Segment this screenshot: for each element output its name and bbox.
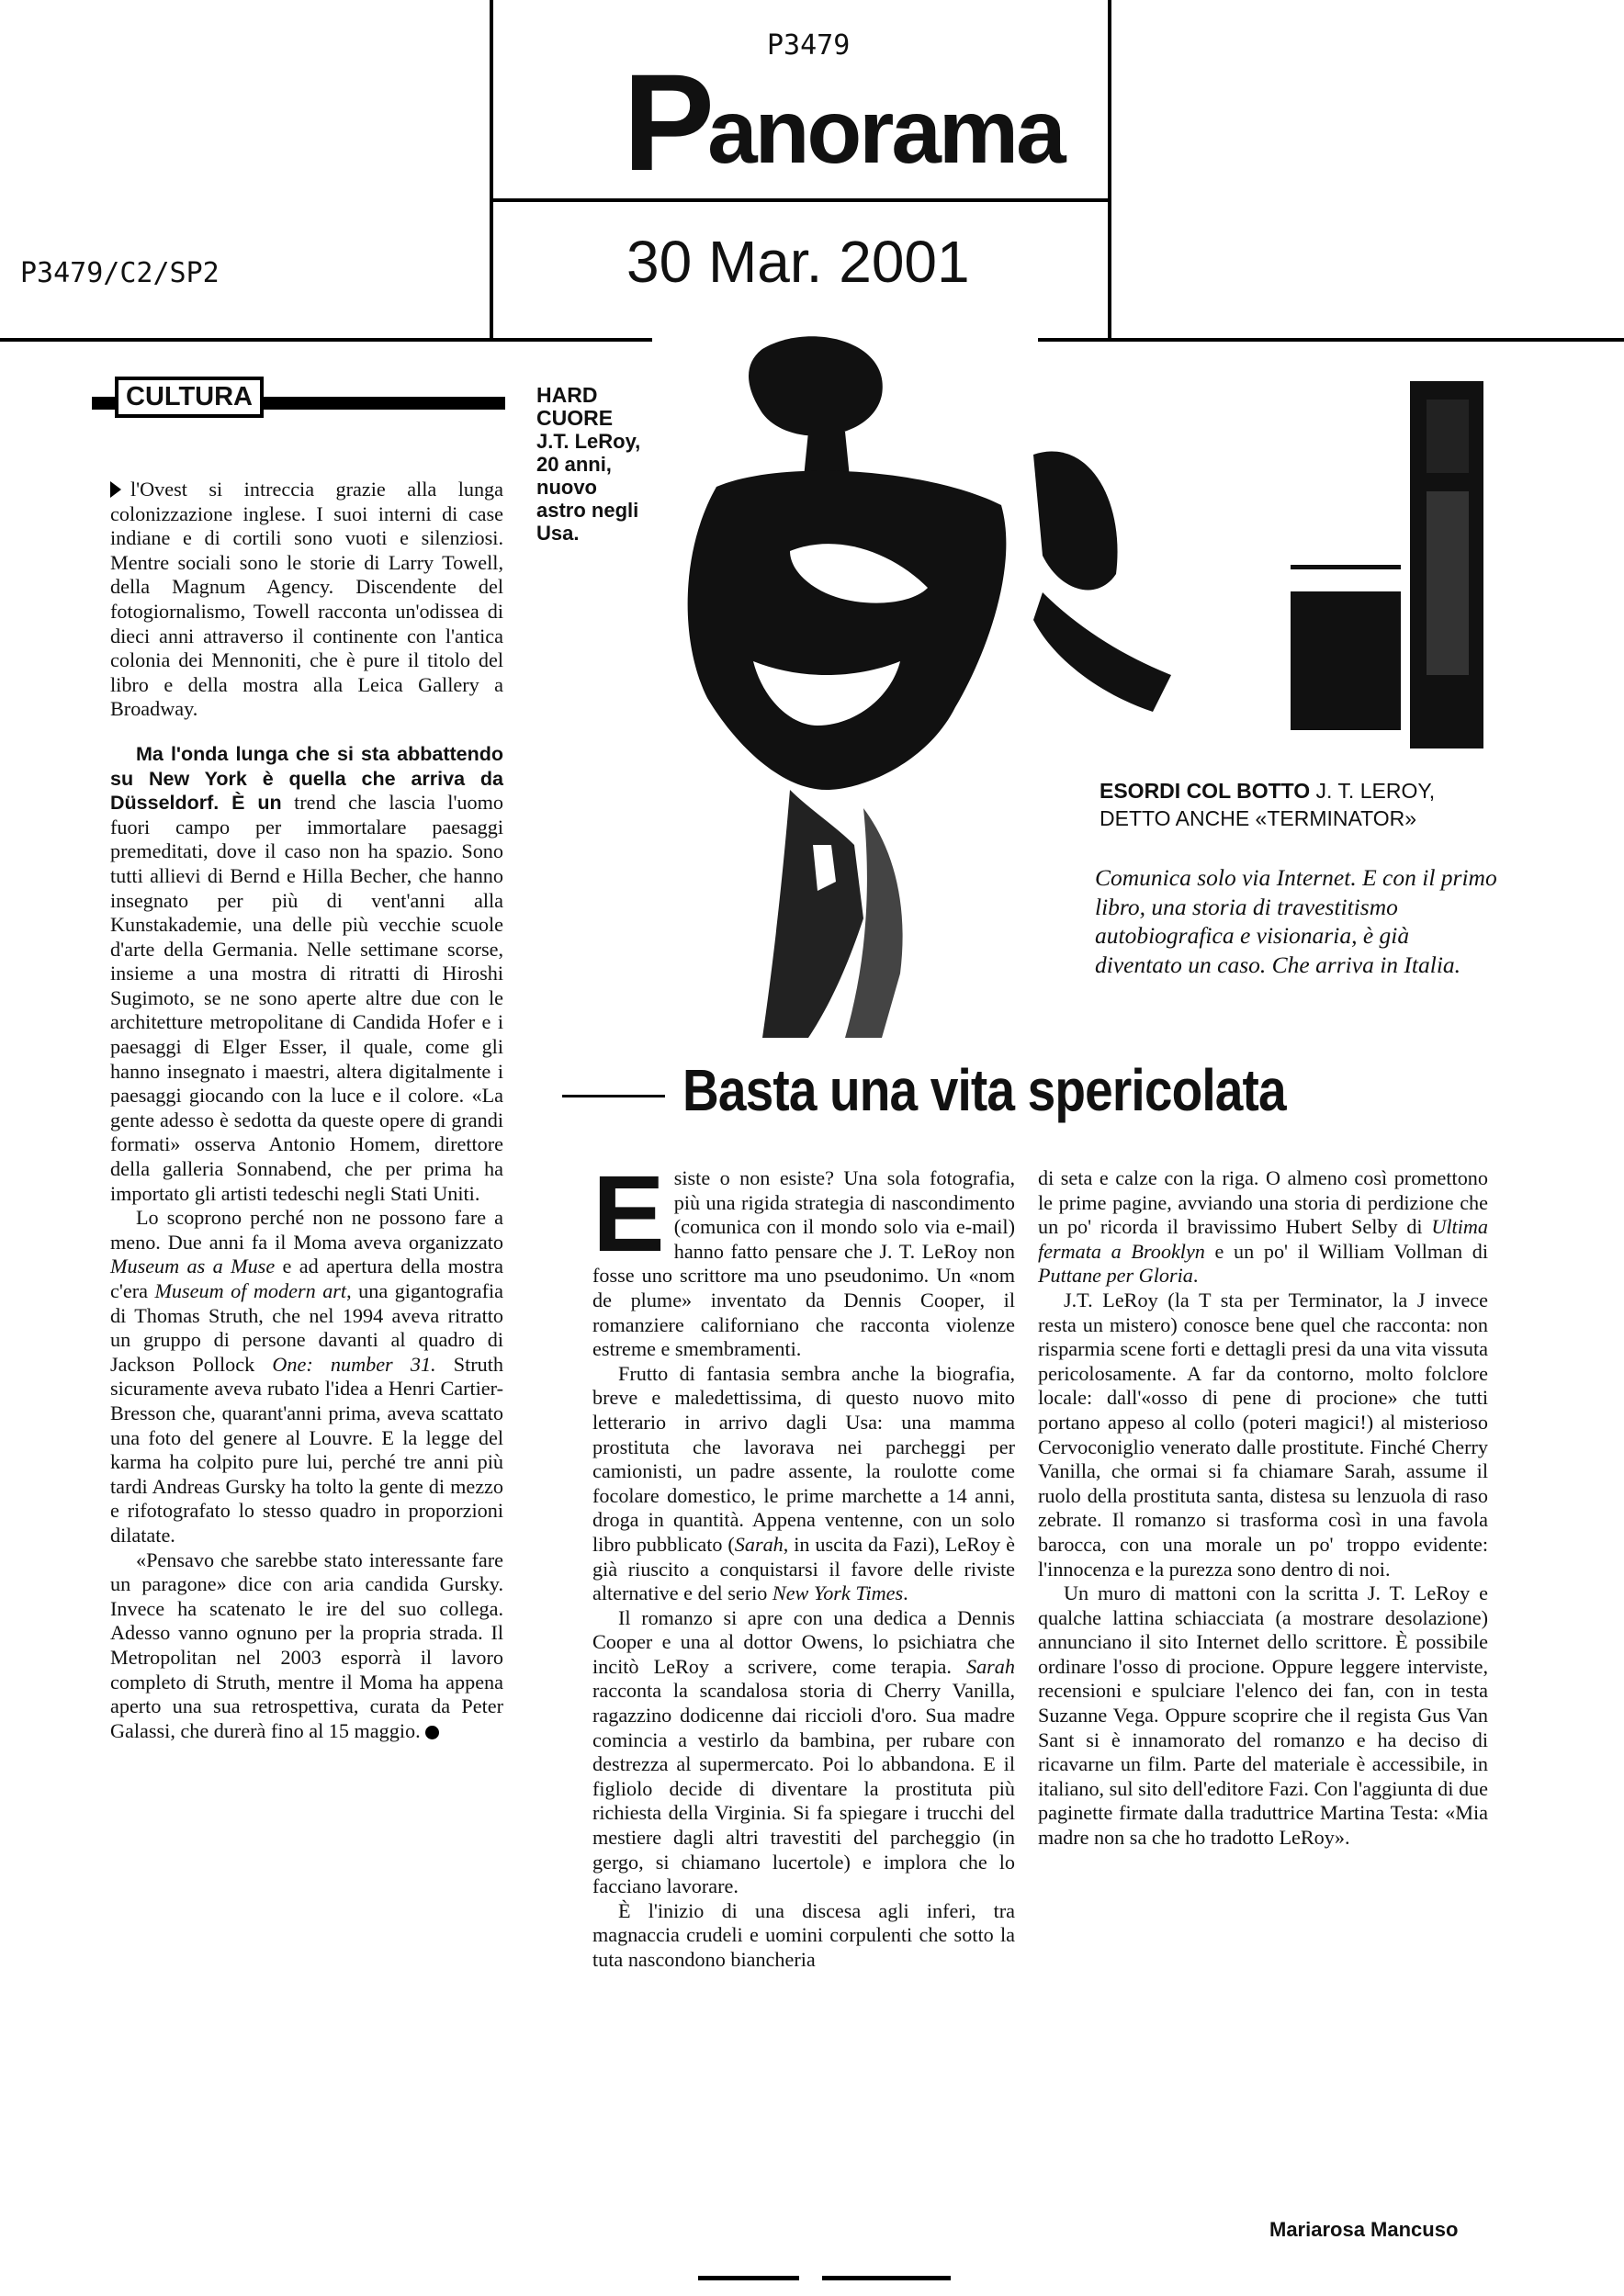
footer-mark-2	[822, 2276, 951, 2280]
right-paragraph-3: Un muro di mattoni con la scritta J. T. LeRoy e qualche lattina schiacciata (a mostrare desolazione) annunciano il sito Internet dello scrittore. È possibile ordinare l'osso di procione. Oppure leggere interviste, recensioni e spulciare l'elenco dei fan, con in testa Suzanne Vega. Oppure scoprire che il regista Gus Van Sant si è innamorato del romanzo e ha deciso di ricavarne un film. Parte del materiale è accessibile, in italiano, sul sito dell'editore Fazi. Con l'aggiunta di due paginette firmate dalla traduttrice Martina Testa: «Mia madre non sa che ho tradotto LeRoy».	[1038, 1581, 1488, 1850]
section-label: CULTURA	[115, 377, 264, 418]
issue-date: 30 Mar. 2001	[626, 229, 970, 295]
archive-code-left: P3479/C2/SP2	[20, 257, 220, 289]
middle-paragraph-1: Esiste o non esiste? Una sola fotografia, più una rigida strategia di nascondimento (comunica con il mondo solo via e-mail) hanno fatto pensare che J. T. LeRoy non fosse uno scrittore ma uno pseudonimo. Un «nom de plume» inventato da Dennis Cooper, il romanziere californiano che racconta violenze estreme e smembramenti.	[592, 1154, 1015, 1361]
logo-rest: anorama	[707, 81, 1064, 182]
standfirst: Comunica solo via Internet. E con il primo libro, una storia di travestitismo autobiografica e visionaria, è già diventato un caso. Che arriva in Italia.	[1095, 864, 1497, 978]
photo-caption	[536, 384, 647, 545]
book-caption-kicker: ESORDI COL BOTTO	[1100, 779, 1311, 803]
logo-initial: P	[623, 45, 708, 199]
right-paragraph-1: di seta e calze con la riga. O almeno così promettono le prime pagine, avviando una storia di perdizione che un po' ricorda il bravissimo Hubert Selby di Ultima fermata a Brooklyn e un po' il William Vollman di Puttane per Gloria.	[1038, 1166, 1488, 1288]
header-divider-left	[490, 0, 493, 342]
footer-mark-1	[698, 2276, 799, 2280]
left-paragraph-4: «Pensavo che sarebbe stato interessante fare un paragone» dice con aria candida Gursky. Invece ha scatenato le ire del suo collega. Adesso vanno ognuno per la propria strada. Il Metropolitan nel 2003 esporrà il lavoro completo di Struth, mentre il Moma ha appena aperto una sua retrospettiva, curata da Peter Galassi, che durerà fino al 15 maggio.	[110, 1548, 503, 1742]
headline: Basta una vita spericolata	[682, 1057, 1286, 1123]
left-paragraph-1: l'Ovest si intreccia grazie alla lunga colonizzazione inglese. I suoi interni di case indiane e di cortili sono vuoti e silenziosi. Mentre sociali sono le storie di Larry Towell, della Magnum Agency. Discendente del fotogiornalismo, Towell racconta un'odissea di dieci anni attraverso il continente con l'antica colonia dei Mennoniti, che è pure il titolo del libro e della mostra alla Leica Gallery a Broadway.	[110, 478, 503, 721]
left-paragraph-2: Ma l'onda lunga che si sta abbattendo su New York è quella che arriva da Düsseldorf. È un trend che lascia l'uomo fuori campo per immortalare paesaggi premeditati, dove il caso non ha spazio. Sono tutti allievi di Bernd e Hilla Becher, che hanno insegnato per più di vent'anni alla Kunstakademie, una delle più vecchie scuole d'arte della Germania. Nelle settimane scorse, insieme a una mostra di ritratti di Hiroshi Sugimoto, se ne sono aperte altre due con le architetture metropolitane di Candida Hofer e i paesaggi di Elger Esser, il quale, come gli hanno insegnato i maestri, altera digitalmente i paesaggi giocando con la luce e il colore. «La gente adesso è sedotta da queste opere di grandi formati» osserva Antonio Homem, direttore della galleria Sonnabend, che per prima ha importato gli artisti tedeschi negli Stati Uniti.	[110, 742, 503, 1205]
leroy-photo	[652, 331, 1038, 1038]
middle-paragraph-3: Il romanzo si apre con una dedica a Dennis Cooper e una al dottor Owens, lo psichiatra che incitò LeRoy a scrivere, come terapia. Sarah racconta la scandalosa storia di Cherry Vanilla, ragazzino dodicenne dai riccioli d'oro. Sua madre comincia a vestirlo da bambina, per rubare con destrezza al supermercato. Poi lo abbandona. E il figliolo decide di diventare la prostituta più richiesta della Virginia. Si fa spiegare i trucchi del mestiere dagli altri travestiti del parcheggio (in gergo, si chiamano lucertole) e implora che lo facciano lavorare.	[592, 1605, 1015, 1898]
archive-code-top: P3479	[767, 29, 851, 62]
header-divider-right	[1108, 0, 1111, 342]
middle-column	[592, 1154, 1016, 1973]
book-caption	[1100, 777, 1504, 832]
right-column	[1038, 1166, 1488, 1851]
left-paragraph-3: Lo scoprono perché non ne possono fare a meno. Due anni fa il Moma aveva organizzato Museum as a Muse e ad apertura della mostra c'era Museum of modern art, una gigantografia di Thomas Struth, che nel 1994 aveva ritratto un gruppo di persone davanti al quadro di Jackson Pollock One: number 31. Struth sicuramente aveva rubato l'idea a Henri Cartier-Bresson che, quarant'anni prima, aveva scattato una foto del genere al Louvre. E la legge del karma ha colpito pure lui, perché tre anni più tardi Andreas Gursky ha tolto la gente di mezzo e rifotografato lo stesso quadro in proporzioni dilatate.	[110, 1206, 504, 1547]
header-divider-middle	[490, 198, 1111, 202]
photo-caption-kicker-1: HARD	[536, 383, 598, 407]
book-photo	[1015, 363, 1493, 767]
left-column	[110, 478, 503, 1743]
book-caption-text: J. T. LEROY, DETTO ANCHE «TERMINATOR»	[1100, 779, 1436, 830]
drop-cap: E	[592, 1154, 665, 1275]
continuation-arrow-icon	[110, 481, 121, 498]
photo-caption-text: J.T. LeRoy, 20 anni, nuovo astro negli Usa.	[536, 430, 641, 545]
middle-paragraph-4: È l'inizio di una discesa agli inferi, tra magnaccia crudeli e uomini corpulenti che sotto la tuta nascondono biancheria	[592, 1898, 1015, 1971]
headline-dash	[562, 1095, 665, 1097]
photo-caption-kicker-2: CUORE	[536, 406, 614, 430]
right-paragraph-2: J.T. LeRoy (la T sta per Terminator, la J invece resta un mistero) conosce bene quel che racconta: non risparmia scene forti e dettagli presi da una vita vissuta pericolosamente. A far da contorno, molto folclore locale: dall'«osso di pene di procione» che tutti portano appeso al collo (poteri magici!) al misterioso Cervoconiglio venerato dalle prostitute. Finché Cherry Vanilla, che ormai si fa chiamare Sarah, assume il ruolo della prostituta santa, distesa su lenzuola di raso zebrate. Il romanzo si trasforma così in una favola barocca, con una morale un po' troppo evidente: l'innocenza e la purezza sono dentro di noi.	[1038, 1288, 1488, 1581]
end-mark-icon	[425, 1726, 439, 1739]
middle-paragraph-2: Frutto di fantasia sembra anche la biografia, breve e maledettissima, di questo nuovo mito letterario in arrivo dagli Usa: una mamma prostituta che lavorava nei parcheggi per camionisti, un padre assente, la roulotte come focolare domestico, le prime marchette a 14 anni, droga in quantità. Appena ventenne, con un solo libro pubblicato (Sarah, in uscita da Fazi), LeRoy è già riuscito a conquistarsi il favore delle riviste alternative e del serio New York Times.	[592, 1361, 1016, 1605]
byline: Mariarosa Mancuso	[1269, 2218, 1459, 2241]
